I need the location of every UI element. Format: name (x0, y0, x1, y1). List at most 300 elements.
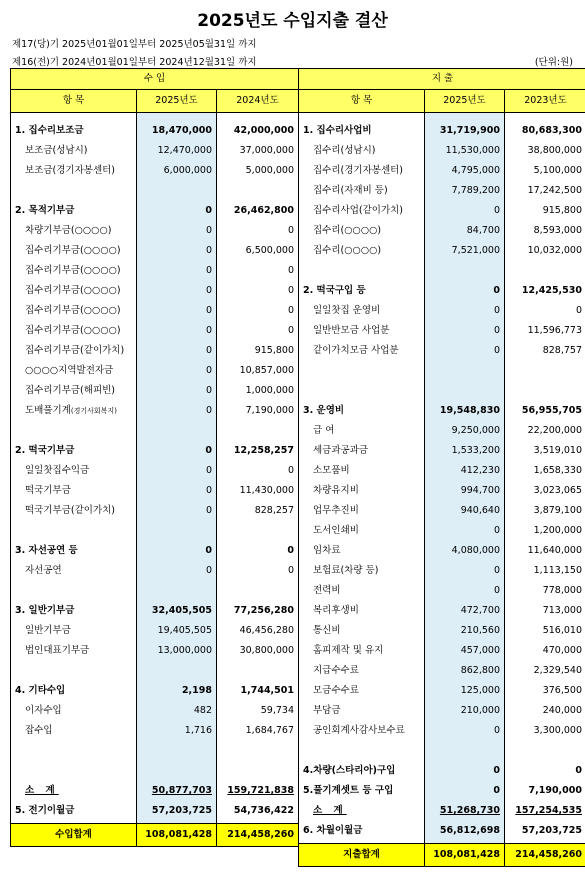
current-year-value: 51,268,730 (425, 801, 505, 821)
expense-table (298, 68, 585, 867)
current-year-value: 1,716 (137, 721, 217, 741)
item-row (299, 241, 585, 261)
row-label-text: 업무추진비 (313, 505, 359, 516)
row-label (11, 521, 137, 541)
prior-year-value: 6,500,000 (217, 241, 299, 261)
prior-year-value: 2,329,540 (505, 661, 585, 681)
row-label-text: 이자수입 (25, 705, 62, 716)
row-label (11, 601, 137, 621)
current-year-value: 0 (137, 301, 217, 321)
row-label-text: 집수리(성남시) (313, 145, 376, 156)
row-label-text: 차량유지비 (313, 485, 359, 496)
current-year-value: 210,000 (425, 701, 505, 721)
row-label (11, 741, 137, 761)
current-year-value: 210,560 (425, 621, 505, 641)
prior-year-value: 5,000,000 (217, 161, 299, 181)
row-label-text: 떡국기부금 (25, 485, 71, 496)
row-label-text: 1. 집수리사업비 (303, 125, 372, 136)
item-row (299, 481, 585, 501)
item-row (299, 321, 585, 341)
row-label (11, 381, 137, 401)
row-label (299, 621, 425, 641)
row-label (299, 501, 425, 521)
row-label (11, 461, 137, 481)
row-label (299, 681, 425, 701)
current-year-value: 84,700 (425, 221, 505, 241)
item-row (299, 661, 585, 681)
row-label (11, 221, 137, 241)
row-label-text: 차량기부금(○○○○) (25, 225, 112, 236)
current-year-value: 0 (425, 281, 505, 301)
prior-year-value: 0 (217, 561, 299, 581)
subtotal-row (299, 801, 585, 821)
category-row (299, 781, 585, 801)
current-year-value: 9,250,000 (425, 421, 505, 441)
prior-year-value: 11,430,000 (217, 481, 299, 501)
row-label-text: 집수리(○○○○) (313, 225, 382, 236)
current-year-value: 0 (425, 781, 505, 801)
current-year-value: 0 (137, 281, 217, 301)
prior-year-value: 3,519,010 (505, 441, 585, 461)
row-label (299, 361, 425, 381)
prior-year-value: 54,736,422 (217, 801, 299, 821)
item-row (11, 301, 299, 321)
prior-year-value: 80,683,300 (505, 121, 585, 141)
prior-year-value (217, 421, 299, 441)
prior-year-value: 240,000 (505, 701, 585, 721)
income-col-2025: 2025년도 (137, 90, 217, 113)
row-label (299, 161, 425, 181)
row-label (11, 501, 137, 521)
income-rows (11, 113, 299, 847)
current-year-value: 13,000,000 (137, 641, 217, 661)
row-label-text: 도서인쇄비 (313, 525, 359, 536)
current-year-value: 0 (425, 721, 505, 741)
current-year-value: 108,081,428 (137, 824, 217, 847)
prior-year-value: 0 (505, 301, 585, 321)
prior-year-value: 22,200,000 (505, 421, 585, 441)
current-year-value: 0 (137, 461, 217, 481)
prior-year-value (217, 741, 299, 761)
current-year-value: 0 (137, 541, 217, 561)
row-label (11, 121, 137, 141)
row-label (11, 401, 137, 421)
row-label (11, 361, 137, 381)
current-year-value: 0 (137, 381, 217, 401)
row-label-text: 집수리기부금(같이가치) (25, 345, 125, 356)
prior-year-value: 915,800 (217, 341, 299, 361)
current-year-value: 125,000 (425, 681, 505, 701)
row-label (11, 241, 137, 261)
item-row (299, 341, 585, 361)
row-label-text: 일반기부금 (25, 625, 71, 636)
current-year-value: 0 (137, 261, 217, 281)
row-label-note: (경기사회복지) (70, 407, 117, 415)
row-label-text: 5. 전기이월금 (15, 805, 75, 816)
current-year-value: 57,203,725 (137, 801, 217, 821)
prior-year-value: 8,593,000 (505, 221, 585, 241)
empty-row (11, 741, 299, 761)
item-row (11, 341, 299, 361)
row-label (11, 681, 137, 701)
row-label-text: 일반반모금 사업분 (313, 325, 390, 336)
row-label-text: 복리후생비 (313, 605, 359, 616)
row-label (299, 201, 425, 221)
current-year-value: 0 (137, 561, 217, 581)
current-year-value: 7,521,000 (425, 241, 505, 261)
row-label-text: 집수리기부금(○○○○) (25, 285, 121, 296)
current-year-value: 472,700 (425, 601, 505, 621)
current-year-value: 0 (425, 581, 505, 601)
row-label-text: 급 여 (313, 425, 335, 436)
empty-row (299, 741, 585, 761)
empty-row (11, 661, 299, 681)
row-label-text: 4. 기타수입 (15, 685, 66, 696)
prior-year-value: 37,000,000 (217, 141, 299, 161)
item-row (11, 621, 299, 641)
subtotal-row (11, 781, 299, 801)
prior-year-value: 38,800,000 (505, 141, 585, 161)
row-label (299, 521, 425, 541)
prior-year-value: 11,596,773 (505, 321, 585, 341)
item-row (11, 401, 299, 421)
current-year-value: 18,470,000 (137, 121, 217, 141)
item-row (11, 241, 299, 261)
row-label-text: 3. 자선공연 등 (15, 545, 78, 556)
item-row (299, 521, 585, 541)
current-year-value: 0 (425, 321, 505, 341)
row-label (11, 541, 137, 561)
item-row (299, 541, 585, 561)
current-year-value: 32,405,505 (137, 601, 217, 621)
period-current: 제17(당)기 2025년01월01일부터 2025년05월31일 까지 (12, 39, 257, 50)
prior-year-value: 7,190,000 (217, 401, 299, 421)
prior-year-value: 0 (217, 221, 299, 241)
prior-year-value: 12,425,530 (505, 281, 585, 301)
period-prior: 제16(전)기 2024년01월01일부터 2024년12월31일 까지 (12, 57, 257, 68)
row-label (11, 661, 137, 681)
prior-year-value: 11,640,000 (505, 541, 585, 561)
row-label-text: 법인대표기부금 (25, 645, 90, 656)
expense-col-2025: 2025년도 (425, 90, 505, 113)
current-year-value: 862,800 (425, 661, 505, 681)
row-label (11, 641, 137, 661)
unit-label: (단위:원) (534, 57, 573, 68)
prior-year-value: 56,955,705 (505, 401, 585, 421)
current-year-value (425, 361, 505, 381)
row-label-text: 홈피제작 및 유지 (313, 645, 384, 656)
row-label (299, 561, 425, 581)
row-label (299, 401, 425, 421)
row-label (299, 341, 425, 361)
prior-year-value: 0 (217, 461, 299, 481)
row-label-text: 집수리(자재비 등) (313, 185, 388, 196)
item-row (11, 701, 299, 721)
prior-year-value: 1,658,330 (505, 461, 585, 481)
prior-year-value: 159,721,838 (217, 781, 299, 801)
current-year-value (137, 181, 217, 201)
prior-year-value: 3,300,000 (505, 721, 585, 741)
current-year-value (425, 261, 505, 281)
income-col-2024: 2024년도 (217, 90, 299, 113)
row-label-text: ○○○○지역발전자금 (25, 365, 114, 376)
row-label (299, 821, 425, 841)
row-label-text: 2. 떡국기부금 (15, 445, 75, 456)
item-row (299, 161, 585, 181)
current-year-value: 457,000 (425, 641, 505, 661)
current-year-value: 19,548,830 (425, 401, 505, 421)
current-year-value: 0 (425, 341, 505, 361)
row-label (299, 721, 425, 741)
current-year-value: 108,081,428 (425, 844, 505, 867)
row-label (11, 421, 137, 441)
item-row (11, 721, 299, 741)
current-year-value: 0 (425, 301, 505, 321)
prior-year-value (217, 581, 299, 601)
expense-col-2023: 2023년도 (505, 90, 585, 113)
current-year-value: 994,700 (425, 481, 505, 501)
row-label (11, 761, 137, 781)
current-year-value (425, 381, 505, 401)
category-row (11, 801, 299, 821)
prior-year-value (505, 381, 585, 401)
category-row (299, 761, 585, 781)
current-year-value: 0 (137, 321, 217, 341)
row-label-text: 2. 목적기부금 (15, 205, 75, 216)
row-label-text: 소 계 (313, 805, 347, 816)
row-label (299, 421, 425, 441)
current-year-value: 0 (137, 361, 217, 381)
empty-row (11, 581, 299, 601)
row-label-text: 자선공연 (25, 565, 62, 576)
row-label-text: 같이가치모금 사업분 (313, 345, 399, 356)
row-label-text: 3. 운영비 (303, 405, 345, 416)
current-year-value: 11,530,000 (425, 141, 505, 161)
row-label-text: 공인회계사감사보수료 (313, 725, 405, 736)
item-row (11, 281, 299, 301)
row-label-text: 전력비 (313, 585, 341, 596)
prior-year-value (505, 261, 585, 281)
current-year-value: 0 (137, 221, 217, 241)
empty-row (299, 381, 585, 401)
prior-year-value: 30,800,000 (217, 641, 299, 661)
row-label (299, 221, 425, 241)
prior-year-value: 1,113,150 (505, 561, 585, 581)
row-label (11, 824, 137, 847)
item-row (11, 361, 299, 381)
row-label (299, 181, 425, 201)
current-year-value: 19,405,505 (137, 621, 217, 641)
row-label-text: 집수리기부금(○○○○) (25, 325, 121, 336)
item-row (299, 601, 585, 621)
current-year-value: 482 (137, 701, 217, 721)
row-label-text: 보조금(경기자봉센터) (25, 165, 116, 176)
prior-year-value: 516,010 (505, 621, 585, 641)
item-row (299, 641, 585, 661)
prior-year-value: 12,258,257 (217, 441, 299, 461)
row-label (299, 581, 425, 601)
grand-total-row (299, 844, 585, 867)
item-row (11, 481, 299, 501)
row-label (299, 661, 425, 681)
category-row (299, 121, 585, 141)
row-label-text: 소 계 (25, 785, 59, 796)
category-row (11, 201, 299, 221)
row-label-text: 도배풀기계 (25, 405, 71, 416)
row-label-text: 임차료 (313, 545, 341, 556)
row-label-text: 지출합계 (343, 849, 380, 860)
prior-year-value (217, 521, 299, 541)
row-label-text: 집수리기부금(○○○○) (25, 245, 121, 256)
prior-year-value: 0 (217, 281, 299, 301)
row-label-text: 집수리기부금(해피빈) (25, 385, 116, 396)
row-label-text: 집수리(○○○○) (313, 245, 382, 256)
empty-row (11, 421, 299, 441)
item-row (299, 561, 585, 581)
spacer-row (11, 113, 299, 122)
category-row (11, 541, 299, 561)
row-label (299, 441, 425, 461)
income-section-header: 수 입 (11, 69, 299, 90)
current-year-value (425, 741, 505, 761)
prior-year-value: 713,000 (505, 601, 585, 621)
row-label-text: 일일찻집수익금 (25, 465, 90, 476)
category-row (11, 601, 299, 621)
item-row (11, 321, 299, 341)
prior-year-value: 376,500 (505, 681, 585, 701)
item-row (299, 701, 585, 721)
prior-year-value: 3,879,100 (505, 501, 585, 521)
row-label (299, 801, 425, 821)
item-row (299, 721, 585, 741)
current-year-value: 56,812,698 (425, 821, 505, 841)
item-row (11, 501, 299, 521)
row-label (299, 541, 425, 561)
item-row (11, 381, 299, 401)
prior-year-value: 1,744,501 (217, 681, 299, 701)
category-row (11, 681, 299, 701)
row-label (299, 481, 425, 501)
expense-rows (299, 113, 585, 867)
category-row (299, 821, 585, 841)
item-row (299, 181, 585, 201)
expense-col-item: 항 목 (299, 90, 425, 113)
prior-year-value: 915,800 (505, 201, 585, 221)
report-title: 2025년도 수입지출 결산 (197, 11, 388, 31)
prior-year-value: 77,256,280 (217, 601, 299, 621)
row-label-text: 통신비 (313, 625, 341, 636)
category-row (11, 441, 299, 461)
prior-year-value: 0 (505, 761, 585, 781)
row-label-text: 지급수수료 (313, 665, 359, 676)
item-row (11, 161, 299, 181)
prior-year-value: 17,242,500 (505, 181, 585, 201)
current-year-value: 0 (137, 501, 217, 521)
row-label (299, 381, 425, 401)
grand-total-row (11, 824, 299, 847)
prior-year-value: 42,000,000 (217, 121, 299, 141)
current-year-value (137, 761, 217, 781)
prior-year-value: 1,684,767 (217, 721, 299, 741)
prior-year-value: 778,000 (505, 581, 585, 601)
row-label-text: 4.차량(스타리아)구입 (303, 765, 396, 776)
row-label-text: 5.풀기계셋트 등 구입 (303, 785, 394, 796)
current-year-value: 12,470,000 (137, 141, 217, 161)
prior-year-value: 828,757 (505, 341, 585, 361)
row-label-text: 6. 차월이월금 (303, 825, 363, 836)
item-row (299, 441, 585, 461)
row-label-text: 잡수입 (25, 725, 53, 736)
item-row (299, 421, 585, 441)
row-label (11, 781, 137, 801)
row-label (299, 741, 425, 761)
row-label (11, 181, 137, 201)
current-year-value (137, 581, 217, 601)
row-label-text: 집수리(경기자봉센터) (313, 165, 404, 176)
row-label (11, 481, 137, 501)
current-year-value: 50,877,703 (137, 781, 217, 801)
item-row (299, 461, 585, 481)
empty-row (299, 261, 585, 281)
empty-row (11, 521, 299, 541)
row-label (299, 461, 425, 481)
row-label (11, 621, 137, 641)
item-row (11, 141, 299, 161)
income-table (10, 68, 299, 847)
spacer-row (299, 113, 585, 122)
current-year-value: 412,230 (425, 461, 505, 481)
prior-year-value: 46,456,280 (217, 621, 299, 641)
row-label-text: 수입합계 (55, 829, 92, 840)
current-year-value: 1,533,200 (425, 441, 505, 461)
row-label-text: 모금수수료 (313, 685, 359, 696)
prior-year-value: 3,023,065 (505, 481, 585, 501)
current-year-value: 6,000,000 (137, 161, 217, 181)
current-year-value: 0 (425, 521, 505, 541)
prior-year-value (505, 741, 585, 761)
row-label (299, 641, 425, 661)
row-label-text: 보조금(성남시) (25, 145, 88, 156)
row-label-text: 떡국기부금(같이가치) (25, 505, 116, 516)
row-label-text: 3. 일반기부금 (15, 605, 75, 616)
category-row (299, 401, 585, 421)
current-year-value: 0 (425, 201, 505, 221)
prior-year-value: 7,190,000 (505, 781, 585, 801)
prior-year-value: 0 (217, 541, 299, 561)
row-label (299, 701, 425, 721)
current-year-value: 0 (137, 341, 217, 361)
item-row (299, 501, 585, 521)
prior-year-value: 59,734 (217, 701, 299, 721)
prior-year-value: 0 (217, 321, 299, 341)
item-row (299, 301, 585, 321)
row-label-text: 부담금 (313, 705, 341, 716)
prior-year-value: 470,000 (505, 641, 585, 661)
row-label (299, 121, 425, 141)
item-row (299, 141, 585, 161)
current-year-value: 0 (425, 761, 505, 781)
prior-year-value: 214,458,260 (217, 824, 299, 847)
prior-year-value: 1,200,000 (505, 521, 585, 541)
row-label (11, 581, 137, 601)
row-label (11, 561, 137, 581)
row-label (11, 341, 137, 361)
prior-year-value: 0 (217, 301, 299, 321)
row-label-text: 집수리사업(같이가치) (313, 205, 404, 216)
row-label (11, 161, 137, 181)
row-label-text: 보험료(차량 등) (313, 565, 379, 576)
row-label (299, 261, 425, 281)
